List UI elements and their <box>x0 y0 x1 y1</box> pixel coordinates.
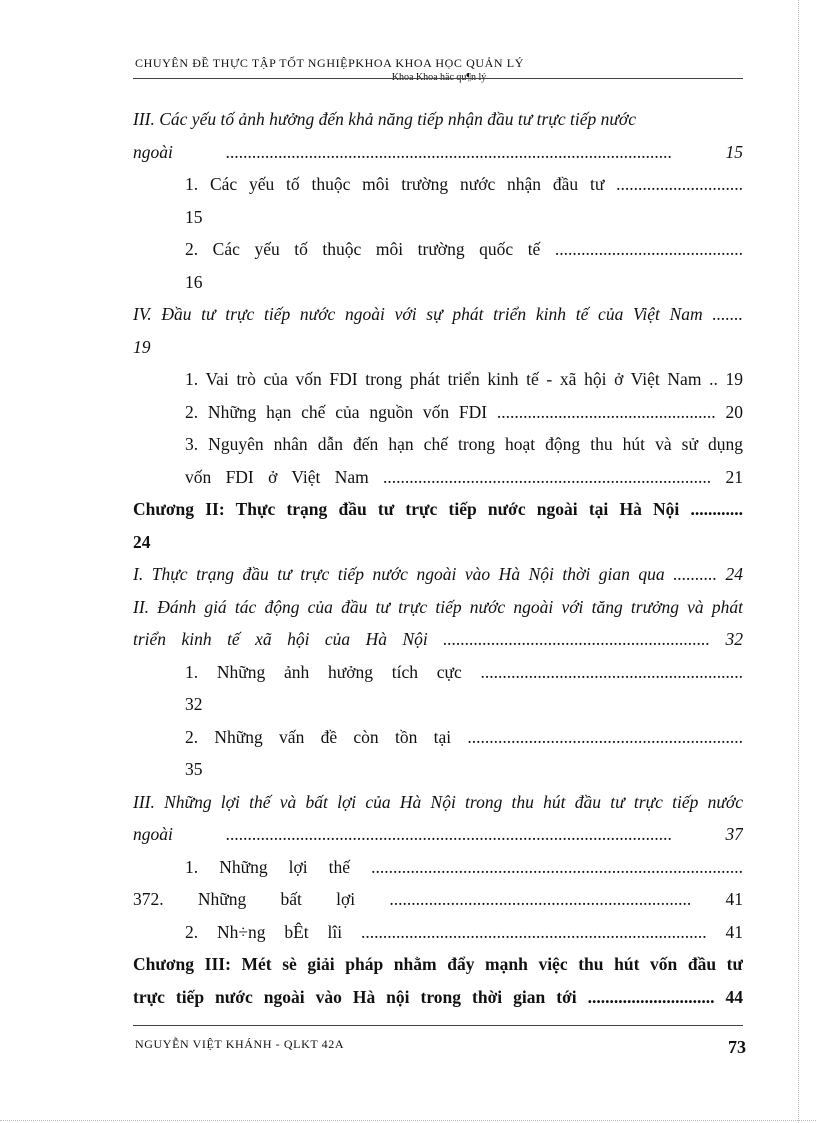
toc-entry: 1. Các yếu tố thuộc môi trường nước nhận đầu tư ............................. <box>185 174 743 194</box>
toc-entry: 3. Nguyên nhân dẫn đến hạn chế trong hoạt động thu hút và sử dụng <box>185 434 743 454</box>
toc-entry: vốn FDI ở Việt Nam ........................................................................... 21 <box>185 466 743 487</box>
footer-author: NGUYỄN VIỆT KHÁNH - QLKT 42A <box>135 1037 345 1051</box>
header-rule <box>133 78 743 79</box>
table-of-contents <box>133 103 743 1013</box>
toc-entry: 35 <box>185 759 203 779</box>
header-title: CHUYÊN ĐỀ THỰC TẬP TỐT NGHIỆPKHOA KHOA HỌC QUẢN LÝ <box>135 56 524 70</box>
toc-entry: 2. Nh÷ng bÊt lîi ............................................................................... 41 <box>185 921 743 942</box>
header-subtitle: Khoa Khoa häc qu¶n lý <box>391 72 487 83</box>
toc-entry: 1. Vai trò của vốn FDI trong phát triển kinh tế - xã hội ở Việt Nam .. 19 <box>185 369 743 389</box>
toc-entry: 19 <box>133 336 151 357</box>
page-edge-bottom <box>0 1120 816 1121</box>
toc-entry: I. Thực trạng đầu tư trực tiếp nước ngoài vào Hà Nội thời gian qua .......... 24 <box>133 564 743 584</box>
toc-entry: Chương II: Thực trạng đầu tư trực tiếp nước ngoài tại Hà Nội ............ <box>133 499 743 519</box>
toc-entry: 1. Những ảnh hưởng tích cực ............................................................ <box>185 661 743 682</box>
toc-entry: ngoài ...................................................................................................... 37 <box>133 824 743 844</box>
toc-entry: II. Đánh giá tác động của đầu tư trực tiếp nước ngoài với tăng trưởng và phát <box>133 596 743 617</box>
toc-entry: 32 <box>185 694 203 714</box>
toc-entry: 15 <box>185 206 203 227</box>
toc-entry: 2. Các yếu tố thuộc môi trường quốc tế ........................................... <box>185 239 743 259</box>
toc-entry: Chương III: Mét sè giải pháp nhằm đẩy mạnh việc thu hút vốn đầu tư <box>133 954 743 974</box>
toc-entry: 2. Những hạn chế của nguồn vốn FDI .................................................. 20 <box>185 401 743 422</box>
toc-entry: triển kinh tế xã hội của Hà Nội ............................................................. 32 <box>133 629 743 649</box>
toc-entry: 372. Những bất lợi ..................................................................... 41 <box>133 889 743 909</box>
toc-entry: 1. Những lợi thế ..................................................................................... <box>185 856 743 877</box>
toc-entry: 16 <box>185 271 203 292</box>
toc-entry: 2. Những vấn đề còn tồn tại ............................................................... <box>185 726 743 747</box>
toc-entry: III. Các yếu tố ảnh hưởng đến khả năng tiếp nhận đầu tư trực tiếp nước <box>133 109 637 129</box>
toc-entry: III. Những lợi thế và bất lợi của Hà Nội trong thu hút đầu tư trực tiếp nước <box>133 791 743 812</box>
toc-entry: ngoài ...................................................................................................... 15 <box>133 141 743 162</box>
page-number: 73 <box>728 1037 746 1057</box>
footer-rule <box>133 1025 743 1026</box>
toc-entry: 24 <box>133 531 151 552</box>
toc-entry: IV. Đầu tư trực tiếp nước ngoài với sự phát triển kinh tế của Việt Nam ....... <box>133 304 743 324</box>
page-edge-right <box>798 0 799 1123</box>
toc-entry: trực tiếp nước ngoài vào Hà nội trong thời gian tới ............................. 44 <box>133 986 743 1007</box>
